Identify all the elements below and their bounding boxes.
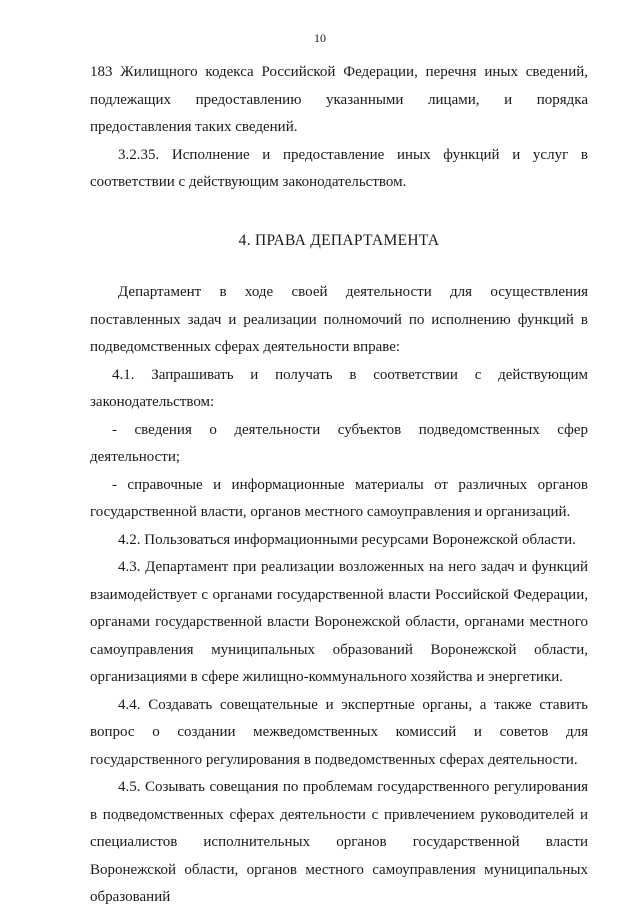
paragraph-4-3: 4.3. Департамент при реализации возложенных на него задач и функций взаимодействует с органами государственной власти Российской Федерации, органами государственной власти Воронежской области, органами местного самоуправления муниципальных образований Воронежской области, организациями в сфере жилищно-коммунального хозяйства и энергетики. (90, 559, 588, 685)
list-item-materials: - справочные и информационные материалы от различных органов государственной власти, органов местного самоуправления и организаций. (90, 476, 588, 520)
page-number: 10 (314, 31, 326, 45)
paragraph-4-4: 4.4. Создавать совещательные и экспертные органы, а также ставить вопрос о создании межведомственных комиссий и советов для государственного регулирования в подведомственных сферах деятельности. (90, 696, 588, 768)
paragraph-4-1: 4.1. Запрашивать и получать в соответствии с действующим законодательством: (90, 366, 588, 410)
paragraph-4-2: 4.2. Пользоваться информационными ресурсами Воронежской области. (118, 531, 576, 548)
section-heading: 4. ПРАВА ДЕПАРТАМЕНТА (238, 231, 440, 249)
paragraph-3-2-35: 3.2.35. Исполнение и предоставление иных функций и услуг в соответствии с действующим законодательством. (90, 146, 588, 190)
list-item-sources: - сведения о деятельности субъектов подведомственных сфер деятельности; (90, 421, 588, 465)
paragraph-4-5: 4.5. Созывать совещания по проблемам государственного регулирования в подведомственных сферах деятельности с привлечением руководителей и специалистов исполнительных органов государственной власти Воронежской области, органов местного самоуправления муниципальных образований (90, 779, 588, 905)
paragraph-continuation: 183 Жилищного кодекса Российской Федерации, перечня иных сведений, подлежащих предоставлению указанными лицами, и порядка предоставления таких сведений. (90, 64, 588, 135)
document-body (90, 59, 588, 912)
paragraph-intro: Департамент в ходе своей деятельности для осуществления поставленных задач и реализации полномочий по исполнению функций в подведомственных сферах деятельности вправе: (90, 284, 588, 355)
